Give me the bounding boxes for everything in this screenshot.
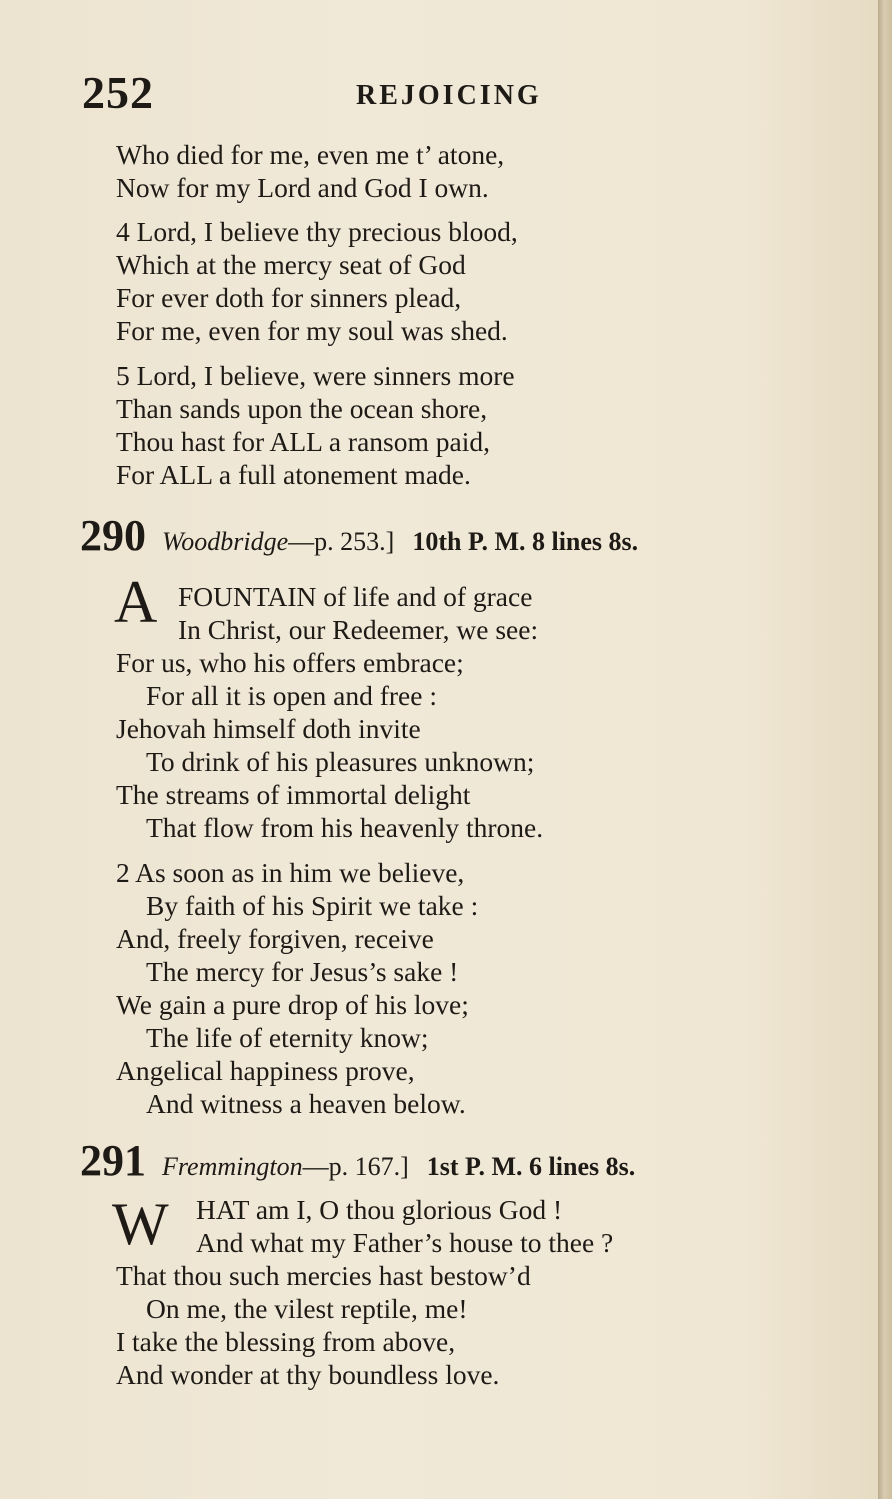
drop-cap: A [114,569,158,635]
verse-line: 4 Lord, I believe thy precious blood, [116,216,518,247]
verse-line: For us, who his offers embrace; [116,647,464,678]
hymn-heading-291 [80,1135,840,1185]
verse-line: For all it is open and free : [146,680,437,711]
hymn-heading-290 [80,510,840,560]
verse-line: That flow from his heavenly throne. [146,812,544,843]
verse-line: That thou such mercies hast bestow’d [116,1260,531,1291]
verse-line: And wonder at thy boundless love. [116,1359,500,1390]
hymn-number: 291 [80,1136,146,1185]
verse-line: The streams of immortal delight [116,779,471,810]
verse-line: For ever doth for sinners plead, [116,282,462,313]
verse-line: To drink of his pleasures unknown; [146,746,535,777]
verse-line: 2 As soon as in him we believe, [116,857,465,888]
hymn-tune: Woodbridge [162,527,289,556]
verse-line: Now for my Lord and God I own. [116,172,489,203]
hymn-meter: 1st P. M. 6 lines 8s. [426,1152,636,1181]
verse-line: Jehovah himself doth invite [116,713,421,744]
page-header [82,66,822,122]
drop-cap: W [112,1191,169,1257]
hymn-page-ref: —p. 167.] [302,1152,409,1181]
hymn-tune: Fremmington [162,1152,303,1181]
verse-line: 5 Lord, I believe, were sinners more [116,360,515,391]
verse-line: We gain a pure drop of his love; [116,989,469,1020]
verse-line: And, freely forgiven, receive [116,923,434,954]
verse-line: HAT am I, O thou glorious God ! [196,1194,563,1225]
page-edge [878,0,892,1499]
verse-line: Who died for me, even me t’ atone, [116,139,505,170]
verse-line: Than sands upon the ocean shore, [116,393,488,424]
verse-line: The mercy for Jesus’s sake ! [146,956,459,987]
verse-line: And what my Father’s house to thee ? [196,1227,614,1258]
hymn-meter: 10th P. M. 8 lines 8s. [412,527,639,556]
verse-line: Angelical happiness prove, [116,1055,415,1086]
hymn-number: 290 [80,511,146,560]
hymn-page-ref: —p. 253.] [288,527,395,556]
verse-line: I take the blessing from above, [116,1326,456,1357]
page-number: 252 [82,67,154,118]
verse-line: For ALL a full atonement made. [116,459,471,490]
verse-line: For me, even for my soul was shed. [116,315,508,346]
verse-line: By faith of his Spirit we take : [146,890,479,921]
verse-line: On me, the vilest reptile, me! [146,1293,468,1324]
running-title: REJOICING [356,80,542,111]
verse-line: Which at the mercy seat of God [116,249,466,280]
verse-line: FOUNTAIN of life and of grace [178,581,533,612]
verse-line: Thou hast for ALL a ransom paid, [116,426,490,457]
verse-line: The life of eternity know; [146,1022,429,1053]
verse-line: And witness a heaven below. [146,1088,466,1119]
verse-line: In Christ, our Redeemer, we see: [178,614,539,645]
